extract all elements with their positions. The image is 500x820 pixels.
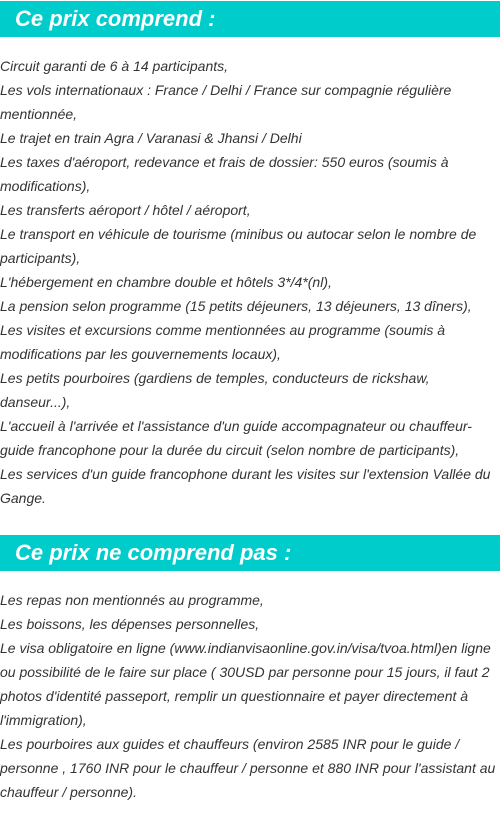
list-item: La pension selon programme (15 petits déjeuners, 13 déjeuners, 13 dîners), xyxy=(0,298,472,314)
list-item: L'hébergement en chambre double et hôtels 3*/4*(nl), xyxy=(0,274,332,290)
list-item: Les pourboires aux guides et chauffeurs (environ 2585 INR pour le guide / personne , 1760 INR pour le chauffeur / personne et 880 INR pour l'assistant au chauffeur / personne). xyxy=(0,736,496,800)
price-includes-heading: Ce prix comprend : xyxy=(0,1,500,37)
price-excludes-list xyxy=(0,588,500,804)
list-item: Le trajet en train Agra / Varanasi & Jhansi / Delhi xyxy=(0,130,302,146)
list-item: Le visa obligatoire en ligne (www.indianvisaonline.gov.in/visa/tvoa.html)en ligne ou possibilité de le faire sur place ( 30USD par personne pour 15 jours, il faut 2 photos d'identité passeport, remplir un questionnaire et payer directement à l'immigration), xyxy=(0,640,491,728)
list-item: Les vols internationaux : France / Delhi / France sur compagnie régulière mentionnée, xyxy=(0,82,452,122)
list-item: Circuit garanti de 6 à 14 participants, xyxy=(0,58,229,74)
list-item: L'accueil à l'arrivée et l'assistance d'un guide accompagnateur ou chauffeur-guide francophone pour la durée du circuit (selon nombre de participants), xyxy=(0,418,472,458)
list-item: Les repas non mentionnés au programme, xyxy=(0,592,264,608)
list-item: Les visites et excursions comme mentionnées au programme (soumis à modifications par les gouvernements locaux), xyxy=(0,322,446,362)
list-item: Les transferts aéroport / hôtel / aéroport, xyxy=(0,202,251,218)
list-item: Les boissons, les dépenses personnelles, xyxy=(0,616,260,632)
price-includes-list xyxy=(0,54,500,510)
list-item: Le transport en véhicule de tourisme (minibus ou autocar selon le nombre de participants), xyxy=(0,226,477,266)
price-includes-section xyxy=(0,1,500,510)
list-item: Les services d'un guide francophone durant les visites sur l'extension Vallée du Gange. xyxy=(0,466,491,506)
list-item: Les petits pourboires (gardiens de temples, conducteurs de rickshaw, danseur...), xyxy=(0,370,430,410)
price-excludes-heading: Ce prix ne comprend pas : xyxy=(0,535,500,571)
price-excludes-section xyxy=(0,535,500,804)
list-item: Les taxes d'aéroport, redevance et frais de dossier: 550 euros (soumis à modifications), xyxy=(0,154,449,194)
